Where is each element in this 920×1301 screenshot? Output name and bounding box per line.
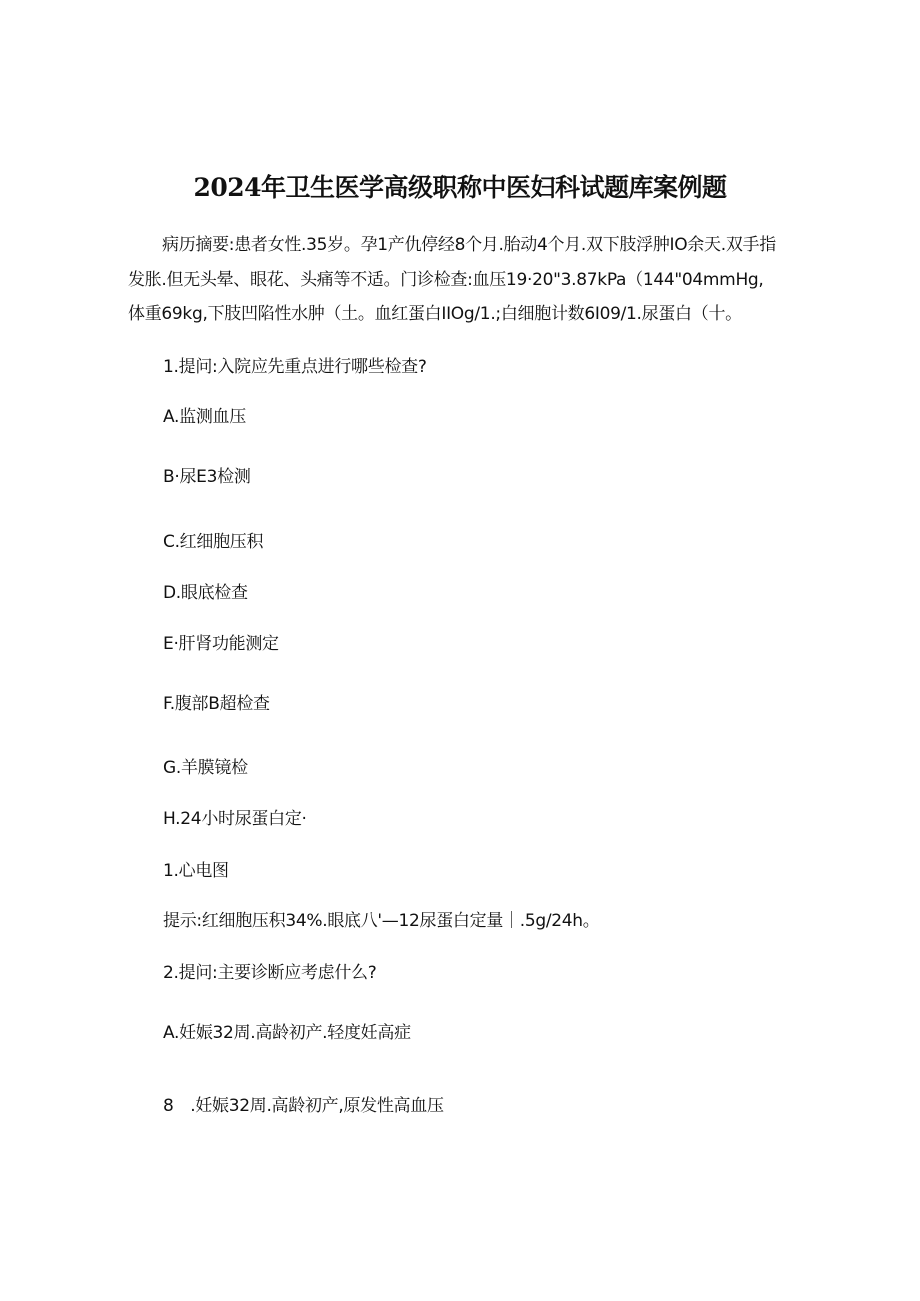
option-a: A.监测血压: [163, 407, 246, 427]
hint-text: 提示:红细胞压积34%.眼底八'—12尿蛋白定量｜.5g/24h。: [163, 911, 600, 931]
question-2: 2.提问:主要诊断应考虑什么?: [163, 963, 377, 983]
option-g: G.羊膜镜检: [163, 758, 248, 778]
option-e: E·肝肾功能测定: [163, 634, 279, 654]
option-h: H.24小时尿蛋白定·: [163, 809, 307, 829]
case-summary-paragraph: 病历摘要:患者女性.35岁。孕1产仇停经8个月.胎动4个月.双下肢浮肿IO余天.双手指发胀.但无头晕、眼花、头痛等不适。门诊检查:血压19·20"3.87kPa（144"04mmHg,体重69kg,下肢凹陷性水肿（土。血红蛋白IIOg/1.;白细胞计数6I09/1.尿蛋白（十。: [128, 235, 776, 324]
option-c: C.红细胞压积: [163, 532, 264, 552]
question-2-option-a: A.妊娠32周.高龄初产.轻度妊高症: [163, 1023, 411, 1043]
option-f: F.腹部B超检查: [163, 694, 270, 714]
question-1: 1.提问:入院应先重点进行哪些检查?: [163, 357, 427, 377]
document-title: 2024年卫生医学高级职称中医妇科试题库案例题: [193, 173, 727, 202]
question-2-option-b: 8 .妊娠32周.高龄初产,原发性高血压: [163, 1096, 444, 1116]
option-d: D.眼底检查: [163, 583, 248, 603]
option-b: B·尿E3检测: [163, 467, 251, 487]
option-i: 1.心电图: [163, 861, 229, 881]
